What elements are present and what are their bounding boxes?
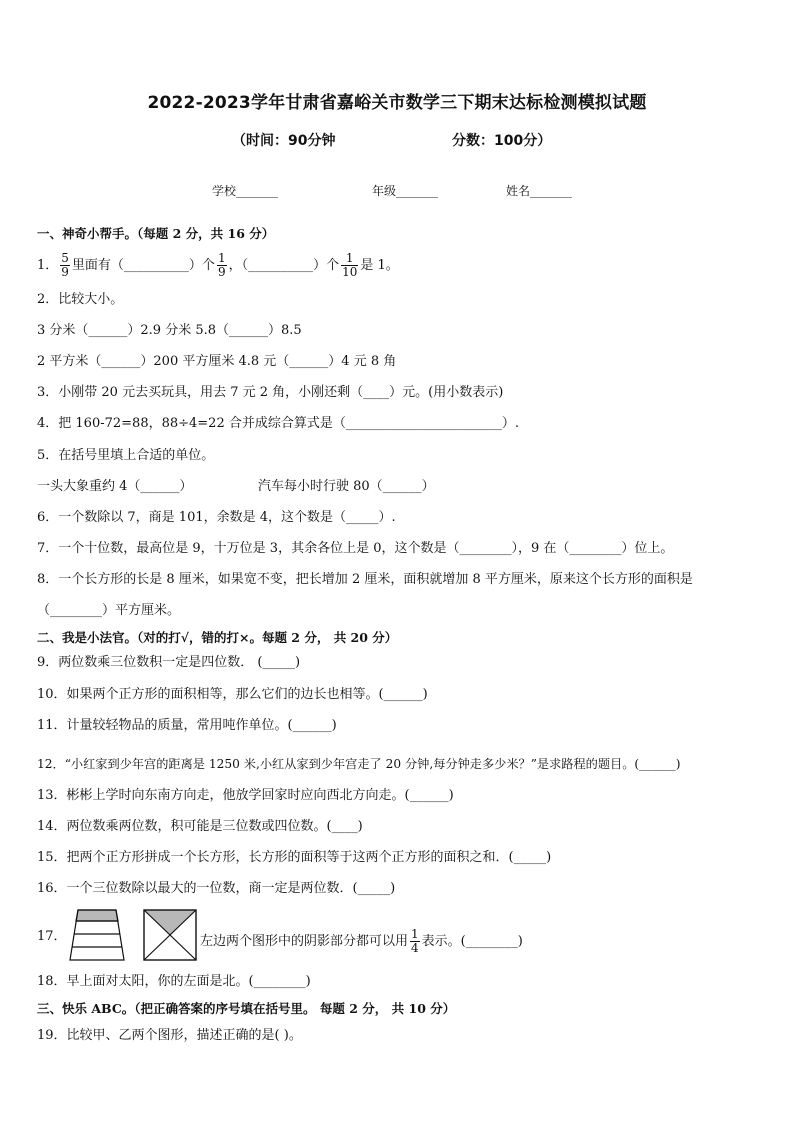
question-6: 6．一个数除以 7，商是 101，余数是 4，这个数是（_____）. [37,510,396,525]
fraction-1-9: $\frac{1}{9}$ [217,251,226,279]
question-1: 1． $\frac{5}{9}$ 里面有（__________）个 $\frac{1}{9}$ ，（__________）个 $\frac{1}{10}$ 是 1。 [37,251,399,279]
question-2-row-b: 2 平方米（______）200 平方厘米 4.8 元（______）4 元 8 角 [37,354,397,369]
trapezoid-shaded-band [76,910,118,921]
question-4: 4．把 160-72=88，88÷4=22 合并成综合算式是（________________________）. [37,416,519,431]
question-10: 10．如果两个正方形的面积相等，那么它们的边长也相等。(______) [37,687,428,702]
fraction-1-4: $\frac{1}{4}$ [411,927,419,955]
question-2: 2．比较大小。 [37,292,124,307]
question-16: 16．一个三位数除以最大的一位数，商一定是两位数．(_____) [37,881,396,896]
question-3: 3．小刚带 20 元去买玩具，用去 7 元 2 角，小刚还剩（____）元。(用小数表示) [37,385,504,400]
exam-time: （时间：90分钟 [232,133,336,149]
trapezoid-figure [68,908,126,962]
question-17-number: 17． [37,929,67,944]
grade-field[interactable]: 年级_______ [372,184,439,198]
question-2-row-a: 3 分米（______）2.9 分米 5.8（______）8.5 [37,323,302,338]
square-figure [142,908,198,962]
question-8-continued: （________）平方厘米。 [37,603,181,618]
question-7: 7．一个十位数，最高位是 9，十万位是 3，其余各位上是 0，这个数是（________），9 在（________）位上。 [37,541,674,556]
question-19: 19．比较甲、乙两个图形，描述正确的是( )。 [37,1028,302,1043]
page-title: 2022-2023学年甘肃省嘉峪关市数学三下期末达标检测模拟试题 [147,93,647,113]
question-17: 左边两个图形中的阴影部分都可以用 $\frac{1}{4}$ 表示。(________) [200,927,523,955]
square-shaded-triangle [144,910,196,935]
question-12: 12．“小红家到少年宫的距离是 1250 米,小红从家到少年宫走了 20 分钟,每分钟走多少米？”是求路程的题目。(______) [37,757,681,771]
question-9: 9．两位数乘三位数积一定是四位数． (_____) [37,655,301,670]
school-field[interactable]: 学校_______ [212,184,279,198]
question-5-part-b: 汽车每小时行驶 80（______） [258,479,435,494]
section-two-heading: 二、我是小法官。（对的打√，错的打×。每题 2 分， 共 20 分） [37,630,398,645]
question-5: 5．在括号里填上合适的单位。 [37,448,215,463]
question-8: 8．一个长方形的长是 8 厘米，如果宽不变，把长增加 2 厘米，面积就增加 8 平方厘米，原来这个长方形的面积是 [37,572,693,587]
question-14: 14．两位数乘两位数，积可能是三位数或四位数。(____) [37,819,363,834]
question-13: 13．彬彬上学时向东南方向走，他放学回家时应向西北方向走。(______) [37,788,454,803]
question-18: 18．早上面对太阳，你的左面是北。(________) [37,974,311,989]
question-15: 15．把两个正方形拼成一个长方形，长方形的面积等于这两个正方形的面积之和．(_____) [37,850,552,865]
section-one-heading: 一、神奇小帮手。（每题 2 分，共 16 分） [37,226,275,241]
question-5-part-a: 一头大象重约 4（______） [37,479,193,494]
name-field[interactable]: 姓名_______ [506,184,573,198]
section-three-heading: 三、快乐 ABC。（把正确答案的序号填在括号里。 每题 2 分， 共 10 分） [37,1001,456,1016]
fraction-1-10: $\frac{1}{10}$ [342,251,358,279]
exam-score: 分数：100分） [452,133,552,149]
question-11: 11．计量较轻物品的质量，常用吨作单位。(______) [37,718,337,733]
fraction-5-9: $\frac{5}{9}$ [61,251,69,279]
